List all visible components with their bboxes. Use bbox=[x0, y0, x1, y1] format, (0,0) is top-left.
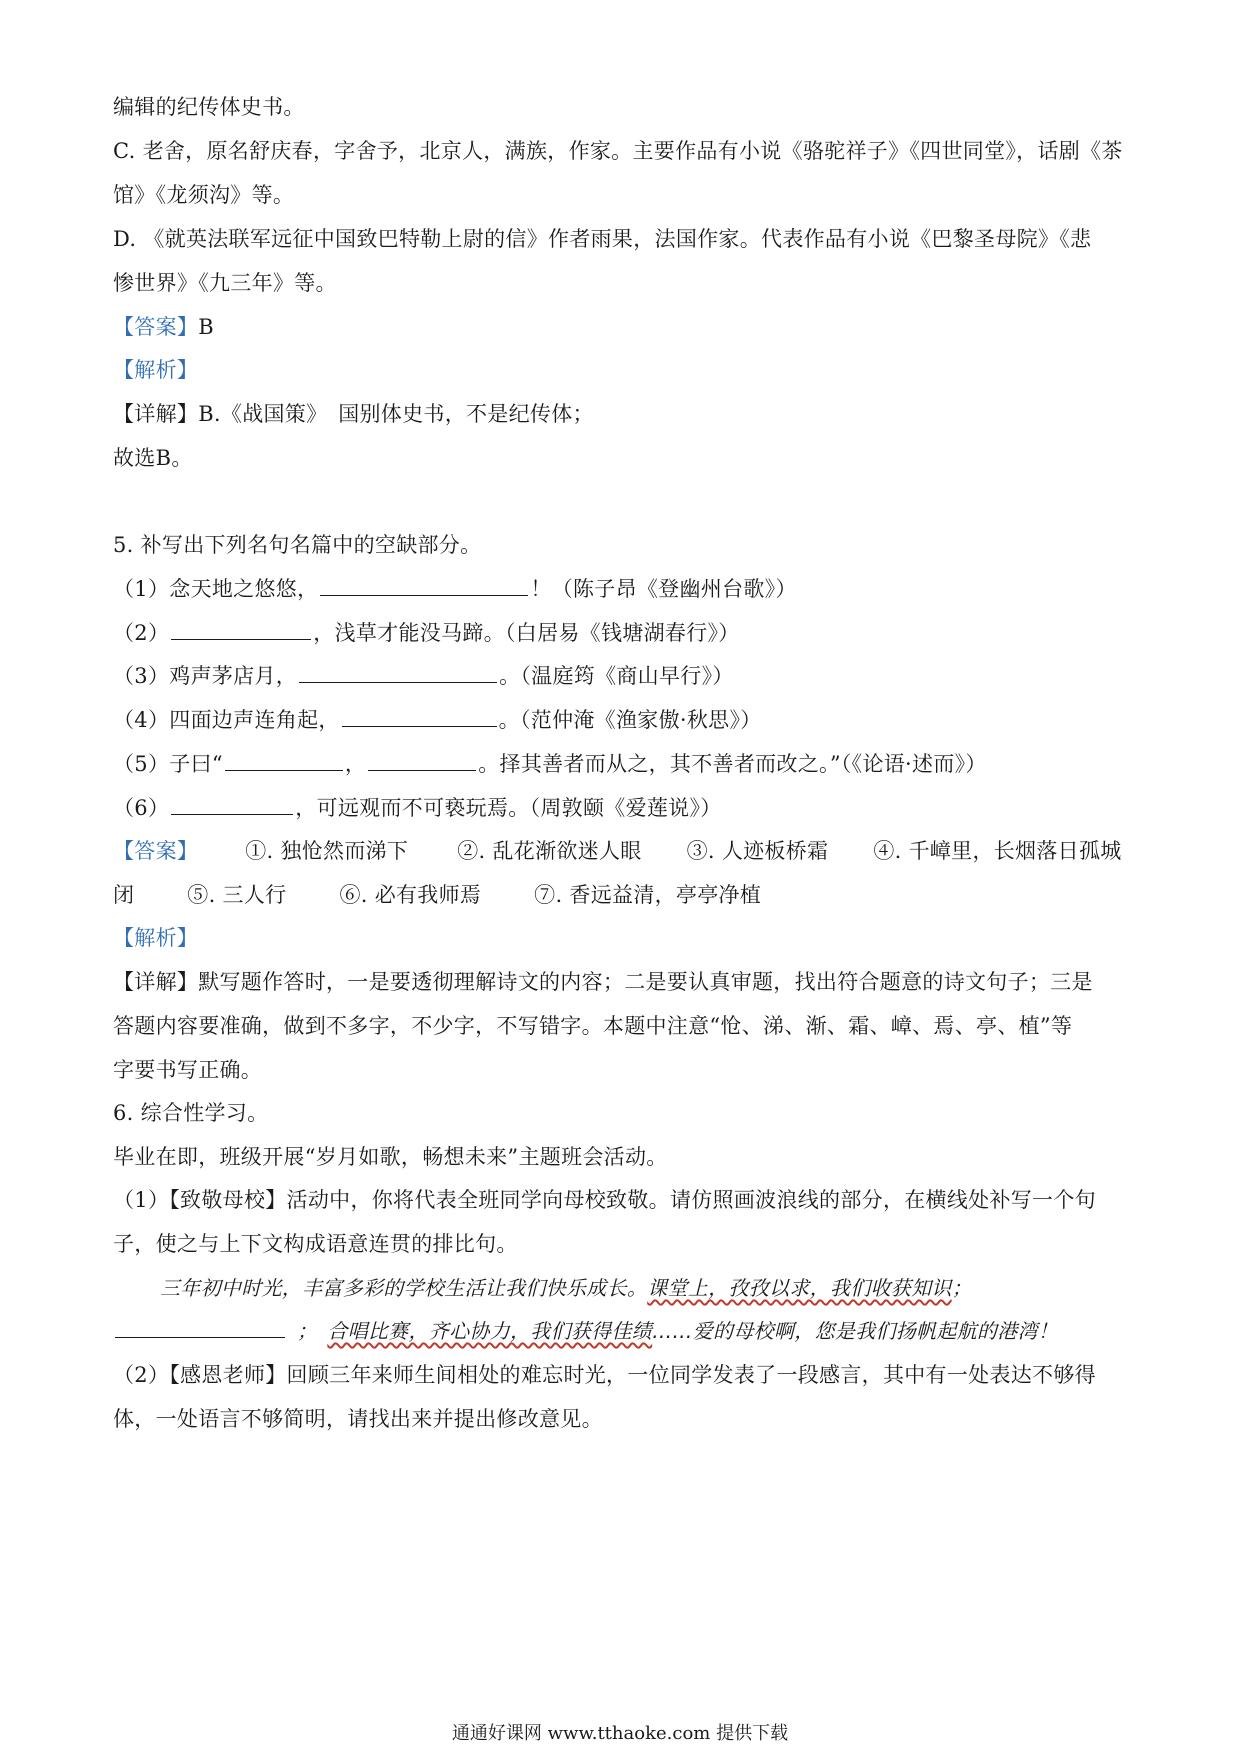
answer-6: ⑥. 必有我师焉 bbox=[339, 883, 482, 907]
q4-option-c-line-2: 馆》《龙须沟》等。 bbox=[113, 183, 295, 207]
item-before: 四面边声连角起， bbox=[169, 708, 340, 732]
item-after: 。（温庭筠《商山早行》） bbox=[499, 664, 734, 688]
q5-title: 5. 补写出下列名句名篇中的空缺部分。 bbox=[113, 533, 482, 557]
item-after: ！（陈子昂《登幽州台歌》） bbox=[530, 577, 797, 601]
q4-conclusion: 故选B。 bbox=[113, 446, 193, 470]
item-mid: ， bbox=[344, 752, 367, 776]
answer-tag: 【答案】 bbox=[113, 839, 199, 863]
q4-line-0: 编辑的纪传体史书。 bbox=[113, 95, 305, 119]
detail-text: B.《战国策》 国别体史书，不是纪传体； bbox=[198, 402, 594, 426]
item-after: 。（范仲淹《渔家傲·秋思》） bbox=[498, 708, 762, 732]
item-number: （2） bbox=[113, 621, 170, 645]
q4-option-d-line-1: D. 《就英法联军远征中国致巴特勒上尉的信》作者雨果，法国作家。代表作品有小说《巴黎圣母院》《悲 bbox=[113, 227, 1092, 251]
q4-option-c-line-1: C. 老舍，原名舒庆春，字舍予，北京人，满族，作家。主要作品有小说《骆驼祥子》《四世同堂》，话剧《茶 bbox=[113, 139, 1123, 163]
q6-handwritten-line-1: 三年初中时光，丰富多彩的学校生活让我们快乐成长。课堂上，孜孜以求，我们收获知识； bbox=[160, 1276, 973, 1300]
answer-7: ⑦. 香远益清，亭亭净植 bbox=[534, 883, 762, 907]
answer-blank bbox=[171, 794, 293, 815]
q4-answer bbox=[113, 312, 214, 342]
q5-detail-line-2: 答题内容要准确，做到不多字，不少字，不写错字。本题中注意“怆、涕、渐、霜、嶂、焉、亭、植”等 bbox=[113, 1014, 1073, 1038]
hand-text: ……爱的母校啊，您是我们扬帆起航的港湾！ bbox=[652, 1319, 1059, 1343]
answer-blank bbox=[368, 750, 476, 771]
q5-item-1 bbox=[113, 574, 797, 604]
q6-part2-line-1: （2）【感恩老师】回顾三年来师生间相处的难忘时光，一位同学发表了一段感言，其中有一处表达不够得 bbox=[113, 1363, 1096, 1387]
item-before: 念天地之悠悠， bbox=[169, 577, 319, 601]
q6-part1-line-2: 子，使之与上下文构成语意连贯的排比句。 bbox=[113, 1232, 518, 1256]
q6-part2-line-2: 体，一处语言不够简明，请找出来并提出修改意见。 bbox=[113, 1407, 603, 1431]
q4-analysis-tag: 【解析】 bbox=[113, 358, 199, 382]
detail-tag: 【详解】 bbox=[113, 970, 199, 994]
detail-tag: 【详解】 bbox=[113, 402, 199, 426]
detail-text: 默写题作答时，一是要透彻理解诗文的内容；二是要认真审题，找出符合题意的诗文句子；三是 bbox=[198, 970, 1093, 994]
item-before: 鸡声茅店月， bbox=[169, 664, 298, 688]
q5-detail-line-1 bbox=[113, 967, 1093, 997]
answer-blank bbox=[225, 750, 343, 771]
answer-tag: 【答案】 bbox=[113, 315, 199, 339]
answer-2: ②. 乱花渐欲迷人眼 bbox=[457, 839, 642, 863]
q5-analysis-tag: 【解析】 bbox=[113, 926, 199, 950]
q5-answer-line-1 bbox=[113, 836, 1122, 866]
item-number: （5） bbox=[113, 752, 170, 776]
q6-handwritten-line-2: ； 合唱比赛，齐心协力，我们获得佳绩……爱的母校啊，您是我们扬帆起航的港湾！ bbox=[113, 1316, 1058, 1346]
q5-item-2 bbox=[113, 618, 740, 648]
answer-blank bbox=[115, 1317, 285, 1338]
answer-4-cont: 闭 bbox=[113, 883, 135, 907]
wavy-underlined-phrase: 合唱比赛，齐心协力，我们获得佳绩 bbox=[327, 1319, 653, 1343]
q5-item-3 bbox=[113, 661, 734, 691]
hand-text: 三年初中时光，丰富多彩的学校生活让我们快乐成长。 bbox=[160, 1276, 648, 1300]
q5-answer-line-2 bbox=[113, 880, 761, 910]
item-number: （1） bbox=[113, 577, 170, 601]
q6-part1-line-1: （1）【致敬母校】活动中，你将代表全班同学向母校致敬。请仿照画波浪线的部分，在横线处补写一个句 bbox=[113, 1188, 1096, 1212]
item-number: （6） bbox=[113, 796, 170, 820]
item-number: （3） bbox=[113, 664, 170, 688]
answer-4: ④. 千嶂里，长烟落日孤城 bbox=[873, 839, 1122, 863]
page-footer: 通通好课网 www.tthaoke.com 提供下载 bbox=[451, 1723, 789, 1744]
q5-item-6 bbox=[113, 793, 722, 823]
q5-item-4 bbox=[113, 705, 762, 735]
answer-3: ③. 人迹板桥霜 bbox=[686, 839, 829, 863]
q6-intro: 毕业在即，班级开展“岁月如歌，畅想未来”主题班会活动。 bbox=[113, 1145, 668, 1169]
q5-detail-line-3: 字要书写正确。 bbox=[113, 1058, 263, 1082]
answer-blank bbox=[171, 619, 311, 640]
item-number: （4） bbox=[113, 708, 170, 732]
answer-value: B bbox=[198, 315, 214, 339]
q5-item-5 bbox=[113, 749, 987, 779]
item-after: ，浅草才能没马蹄。（白居易《钱塘湖春行》） bbox=[313, 621, 740, 645]
wavy-underlined-phrase: 课堂上，孜孜以求，我们收获知识 bbox=[647, 1276, 952, 1300]
answer-5: ⑤. 三人行 bbox=[187, 883, 287, 907]
q6-title: 6. 综合性学习。 bbox=[113, 1101, 269, 1125]
answer-blank bbox=[299, 662, 497, 683]
item-before: 子曰“ bbox=[169, 752, 223, 776]
answer-blank bbox=[320, 575, 528, 596]
answer-blank bbox=[342, 706, 497, 727]
answer-1: ①. 独怆然而涕下 bbox=[245, 839, 409, 863]
item-after: ，可远观而不可亵玩焉。（周敦颐《爱莲说》） bbox=[295, 796, 722, 820]
q4-option-d-line-2: 惨世界》《九三年》等。 bbox=[113, 271, 337, 295]
item-after: 。择其善者而从之，其不善者而改之。”（《论语·述而》） bbox=[478, 752, 987, 776]
q4-detail bbox=[113, 399, 594, 429]
